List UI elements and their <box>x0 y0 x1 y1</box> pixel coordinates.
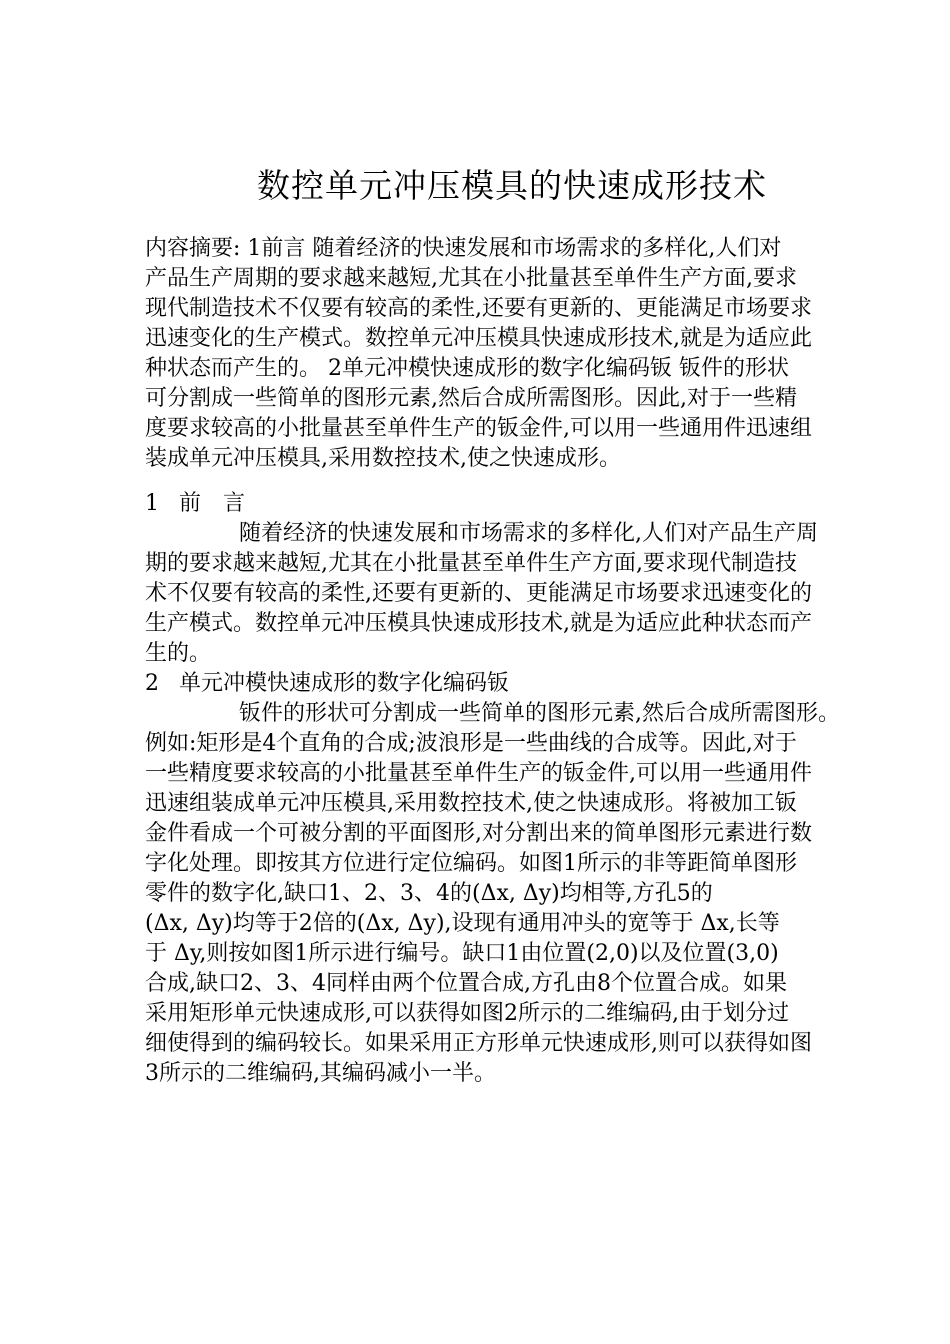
section-2-title: 单元冲模快速成形的数字化编码钣 <box>179 671 510 696</box>
section-1-line: 生的。 <box>145 641 212 666</box>
section-2-number: 2 <box>145 671 159 696</box>
abstract-line: 内容摘要: 1前言 随着经济的快速发展和市场需求的多样化,人们对 <box>145 236 782 261</box>
section-2-line: 采用矩形单元快速成形,可以获得如图2所示的二维编码,由于划分过 <box>145 1001 789 1026</box>
section-2-line: 金件看成一个可被分割的平面图形,对分割出来的简单图形元素进行数 <box>145 821 812 846</box>
section-2-line: 细使得到的编码较长。如果采用正方形单元快速成形,则可以获得如图 <box>145 1031 812 1056</box>
section-1-title: 前 言 <box>179 491 246 516</box>
section-1-line: 生产模式。数控单元冲压模具快速成形技术,就是为适应此种状态而产 <box>145 611 812 636</box>
section-2-line: 字化处理。即按其方位进行定位编码。如图1所示的非等距简单图形 <box>145 851 797 876</box>
body-text <box>145 489 905 1089</box>
section-1-heading <box>145 489 905 519</box>
abstract-line: 度要求较高的小批量甚至单件生产的钣金件,可以用一些通用件迅速组 <box>145 416 812 441</box>
section-1-line: 随着经济的快速发展和市场需求的多样化,人们对产品生产周 <box>239 521 818 546</box>
section-2-line: 例如:矩形是4个直角的合成;波浪形是一些曲线的合成等。因此,对于 <box>145 731 797 756</box>
section-1-number: 1 <box>145 491 159 516</box>
abstract-line: 可分割成一些简单的图形元素,然后合成所需图形。因此,对于一些精 <box>145 386 797 411</box>
abstract-line: 现代制造技术不仅要有较高的柔性,还要有更新的、更能满足市场要求 <box>145 296 812 321</box>
section-2-line: 3所示的二维编码,其编码减小一半。 <box>145 1061 496 1086</box>
section-2-line: 一些精度要求较高的小批量甚至单件生产的钣金件,可以用一些通用件 <box>145 761 812 786</box>
section-2-line: 合成,缺口2、3、4同样由两个位置合成,方孔由8个位置合成。如果 <box>145 971 787 996</box>
abstract-line: 种状态而产生的。 2单元冲模快速成形的数字化编码钣 钣件的形状 <box>145 356 789 381</box>
section-2-line: 零件的数字化,缺口1、2、3、4的(Δx, Δy)均相等,方孔5的 <box>145 881 713 906</box>
section-2-line: 钣件的形状可分割成一些简单的图形元素,然后合成所需图形。 <box>239 701 840 726</box>
section-2-line: 迅速组装成单元冲压模具,采用数控技术,使之快速成形。将被加工钣 <box>145 791 797 816</box>
abstract-line: 迅速变化的生产模式。数控单元冲压模具快速成形技术,就是为适应此 <box>145 326 812 351</box>
abstract-paragraph <box>145 234 905 474</box>
section-2-line: (Δx, Δy)均等于2倍的(Δx, Δy),设现有通用冲头的宽等于 Δx,长等 <box>145 911 780 936</box>
abstract-line: 装成单元冲压模具,采用数控技术,使之快速成形。 <box>145 446 621 471</box>
section-1-line: 术不仅要有较高的柔性,还要有更新的、更能满足市场要求迅速变化的 <box>145 581 812 606</box>
section-1-line: 期的要求越来越短,尤其在小批量甚至单件生产方面,要求现代制造技 <box>145 551 797 576</box>
section-2-heading <box>145 669 905 699</box>
abstract-line: 产品生产周期的要求越来越短,尤其在小批量甚至单件生产方面,要求 <box>145 266 797 291</box>
document-title: 数控单元冲压模具的快速成形技术 <box>257 166 767 205</box>
section-2-line: 于 Δy,则按如图1所示进行编号。缺口1由位置(2,0)以及位置(3,0) <box>145 941 779 966</box>
